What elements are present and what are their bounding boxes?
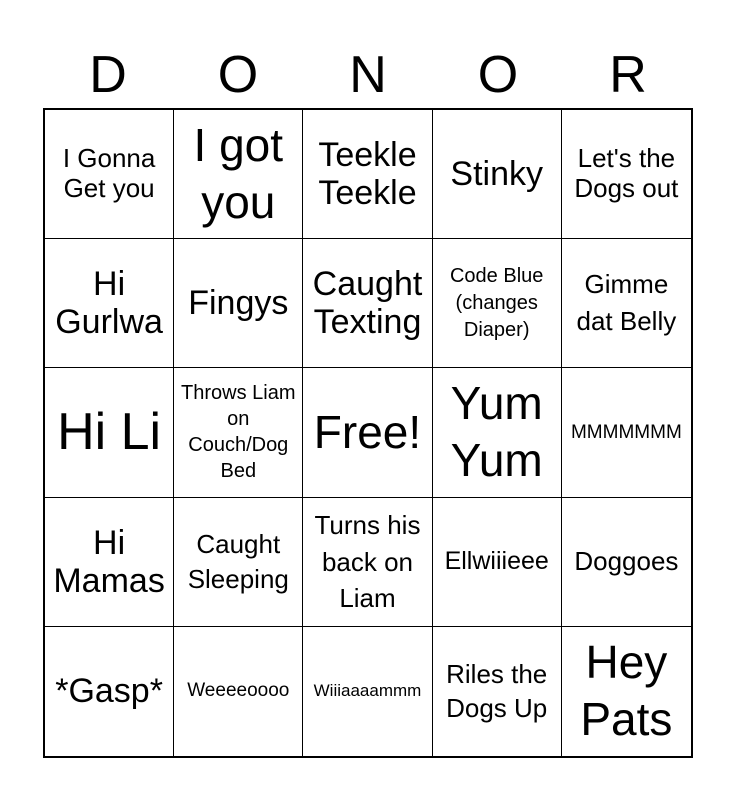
bingo-cell-text: I got you: [193, 118, 284, 229]
bingo-cell-text: Throws Liam on Couch/Dog Bed: [181, 382, 296, 483]
bingo-cell[interactable]: [174, 368, 303, 497]
bingo-cell-text: *Gasp*: [55, 672, 163, 711]
header-letter-o-2: O: [477, 46, 519, 104]
bingo-header: [43, 42, 693, 108]
bingo-cell[interactable]: [174, 627, 303, 756]
bingo-cell[interactable]: [303, 239, 432, 368]
bingo-cell-text: Doggoes: [574, 545, 679, 576]
bingo-cell[interactable]: [174, 110, 303, 239]
bingo-cell-text: MMMMMMM: [570, 421, 682, 443]
bingo-cell[interactable]: [433, 368, 562, 497]
bingo-cell[interactable]: [562, 239, 691, 368]
bingo-cell-text: Hi Gurlwa: [55, 265, 163, 342]
bingo-cell[interactable]: [45, 498, 174, 627]
bingo-cell-text: Caught Sleeping: [187, 529, 289, 594]
bingo-cell-text: Caught Texting: [312, 265, 423, 342]
bingo-cell-text: Stinky: [450, 155, 543, 194]
bingo-cell[interactable]: [174, 498, 303, 627]
bingo-cell-text: Hi Mamas: [53, 523, 165, 600]
header-letter-d: D: [89, 46, 127, 104]
bingo-cell[interactable]: [433, 110, 562, 239]
header-letter-o: O: [217, 46, 259, 104]
bingo-board: [43, 108, 693, 758]
bingo-cell[interactable]: [45, 368, 174, 497]
bingo-cell-text: Let's the Dogs out: [574, 143, 679, 204]
bingo-cell[interactable]: [174, 239, 303, 368]
bingo-cell[interactable]: [45, 110, 174, 239]
bingo-cell-text: Hey Pats: [580, 635, 673, 746]
bingo-cell[interactable]: [433, 239, 562, 368]
bingo-cell-text: Weeeeoooo: [187, 680, 290, 702]
bingo-cell[interactable]: [433, 498, 562, 627]
bingo-cell-text: Free!: [313, 405, 422, 458]
bingo-cell-text: Yum Yum: [450, 376, 543, 487]
bingo-cell[interactable]: [45, 239, 174, 368]
bingo-cell-text: Ellwiiieee: [444, 547, 549, 576]
header-letter-n: N: [349, 46, 387, 104]
bingo-cell-text: Turns his back on Liam: [314, 510, 421, 613]
bingo-cell[interactable]: [303, 498, 432, 627]
bingo-cell[interactable]: [562, 368, 691, 497]
bingo-cell-text: Hi Li: [57, 402, 162, 461]
bingo-cell[interactable]: [562, 110, 691, 239]
bingo-cell[interactable]: [303, 110, 432, 239]
bingo-cell-text: Gimme dat Belly: [576, 268, 677, 337]
bingo-cell[interactable]: [45, 627, 174, 756]
bingo-cell[interactable]: [562, 498, 691, 627]
bingo-cell-text: Teekle Teekle: [318, 136, 417, 213]
bingo-cell[interactable]: [303, 627, 432, 756]
bingo-cell[interactable]: [303, 368, 432, 497]
header-letter-r: R: [609, 46, 647, 104]
bingo-cell-text: Code Blue (changes Diaper): [449, 264, 544, 341]
bingo-cell-text: Wiiiaaaammm: [313, 681, 422, 701]
bingo-cell-text: I Gonna Get you: [62, 143, 156, 204]
bingo-cell[interactable]: [562, 627, 691, 756]
bingo-cell-text: Fingys: [188, 284, 289, 323]
bingo-cell[interactable]: [433, 627, 562, 756]
bingo-cell-text: Riles the Dogs Up: [446, 659, 548, 724]
